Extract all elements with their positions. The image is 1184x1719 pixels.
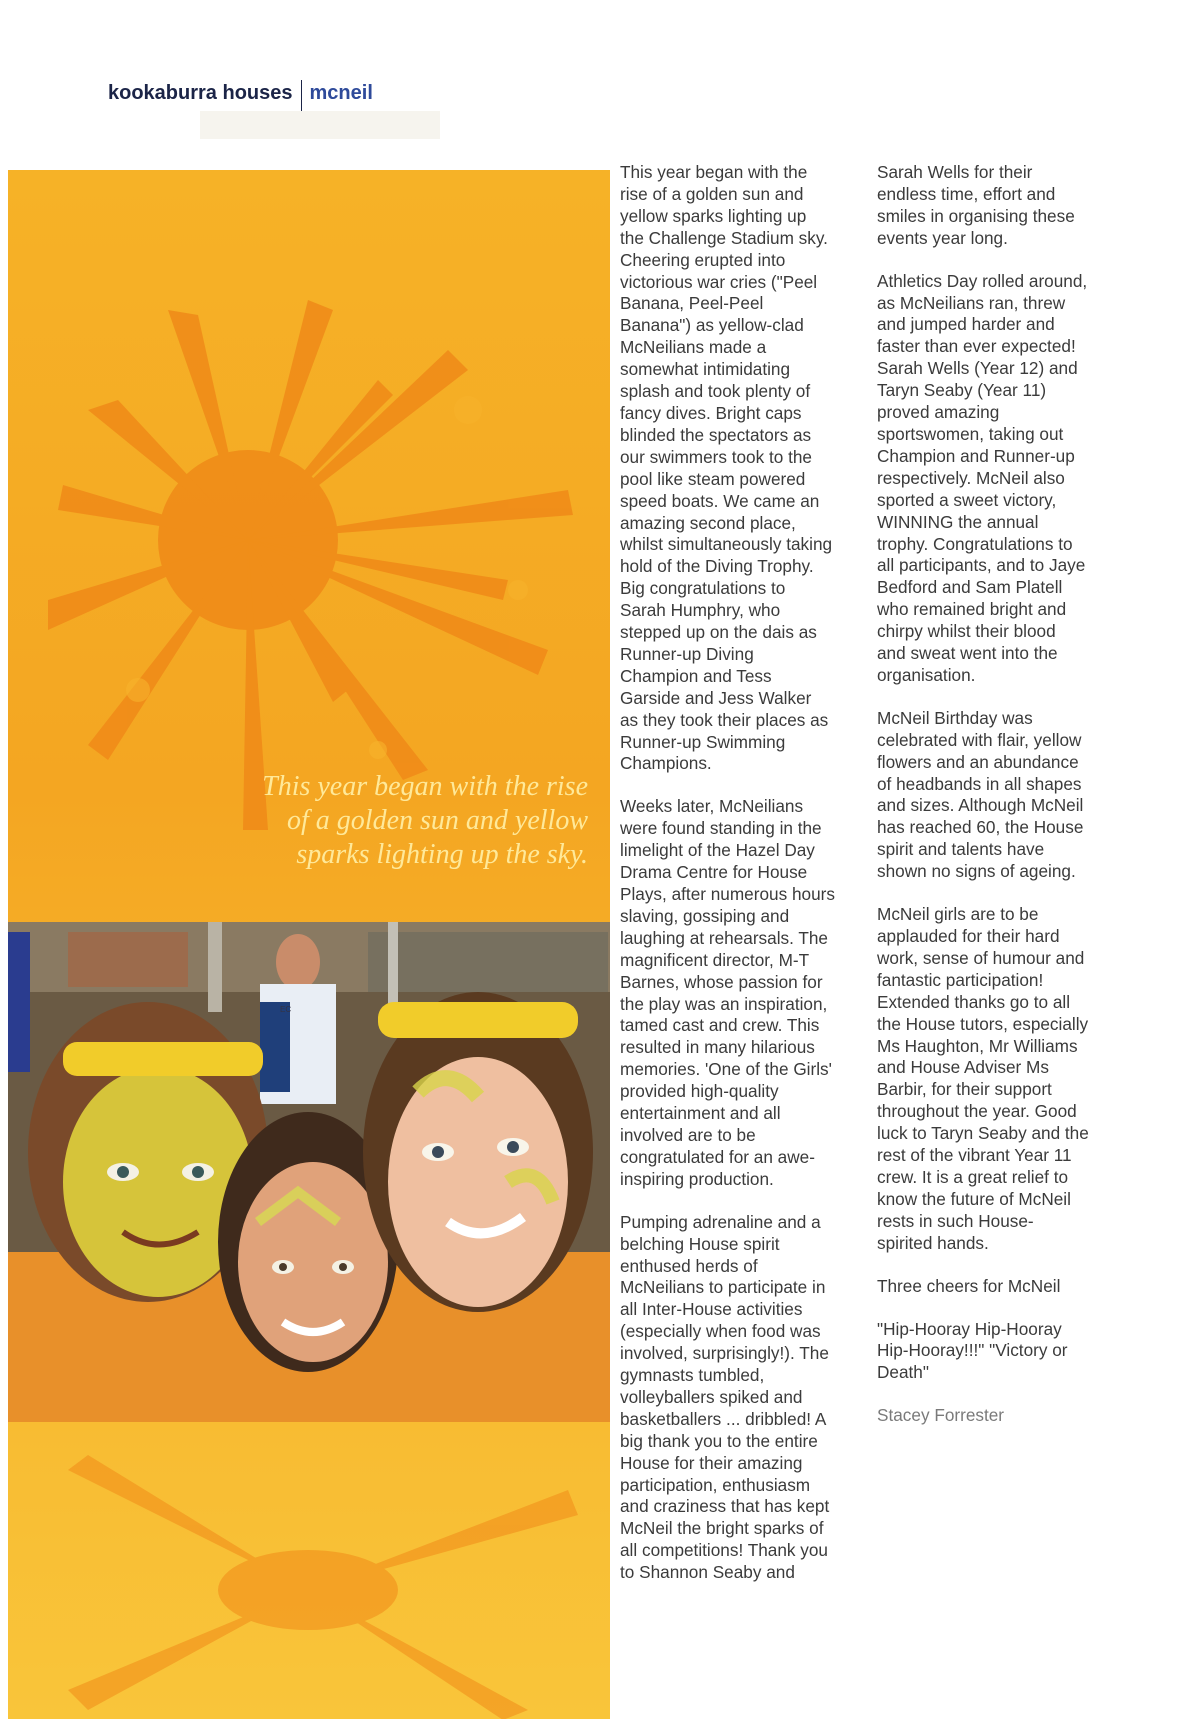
cheer-quote: "Hip-Hooray Hip-Hooray Hip-Hooray!!!" "Victory or Death" xyxy=(877,1318,1068,1383)
sunburst-graphic xyxy=(48,290,608,850)
students-photo xyxy=(8,922,610,1422)
article-column-2 xyxy=(877,162,1127,1448)
article-paragraph: McNeil girls are to be applauded for their hard work, sense of humour and fantastic participation! Extended thanks go to all the House tutors, especially Ms Haughton, Mr Williams and House Adviser Ms Barbir, for their support throughout the year. Good luck to Taryn Seaby and the rest of the vibrant Year 11 crew. It is a great relief to know the future of McNeil rests in such House- spirited hands. xyxy=(877,904,1089,1253)
article-paragraph: Three cheers for McNeil xyxy=(877,1275,1061,1296)
face-paint-photo-illustration xyxy=(8,922,610,1422)
pull-quote: This year began with the rise of a golden sun and yellow sparks lighting up the sky. xyxy=(262,771,588,870)
author-signature: Stacey Forrester xyxy=(877,1405,1005,1426)
article-paragraph: This year began with the rise of a golden sun and yellow sparks lighting up the Challenge Stadium sky. Cheering erupted into victorious war cries ("Peel Banana, Peel-Peel Banana") as yellow-clad McNeilians made a somewhat intimidating splash and took plenty of fancy dives. Bright caps blinded the spectators as our swimmers took to the pool like steam powered speed boats. We came an amazing second place, whilst simultaneously taking hold of the Diving Trophy. Big congratulations to Sarah Humphry, who stepped up on the dais as Runner-up Diving Champion and Tess Garside and Jess Walker as they took their places as Runner-up Swimming Champions. xyxy=(620,162,833,774)
ghost-watermark xyxy=(200,102,440,156)
article-paragraph: Weeks later, McNeilians were found standing in the limelight of the Hazel Day Drama Centre for House Plays, after numerous hours slaving, gossiping and laughing at rehearsals. The magnificent director, M-T Barnes, whose passion for the play was an inspiration, tamed cast and crew. This resulted in many hilarious memories. 'One of the Girls' provided high-quality entertainment and all involved are to be congratulated for an awe- inspiring production. xyxy=(620,796,835,1189)
house-label: mcneil xyxy=(309,82,373,104)
lower-splash-graphic xyxy=(8,1430,610,1719)
hero-image-panel xyxy=(8,170,610,1719)
article-paragraph: Athletics Day rolled around, as McNeilians ran, threw and jumped harder and faster than ever expected! Sarah Wells (Year 12) and Taryn Seaby (Year 11) proved amazing sportswomen, taking out Champion and Runner-up respectively. McNeil also sported a sweet victory, WINNING the annual trophy. Congratulations to all participants, and to Jaye Bedford and Sam Platell who remained bright and chirpy whilst their blood and sweat went into the organisation. xyxy=(877,270,1088,685)
article-column-1 xyxy=(620,162,865,1605)
section-label: kookaburra houses xyxy=(108,82,293,104)
article-paragraph: McNeil Birthday was celebrated with flair, yellow flowers and an abundance of headbands in all shapes and sizes. Although McNeil has reached 60, the House spirit and talents have shown no signs of ageing. xyxy=(877,707,1084,882)
article-paragraph: Sarah Wells for their endless time, effort and smiles in organising these events year long. xyxy=(877,162,1075,248)
article-paragraph: Pumping adrenaline and a belching House spirit enthused herds of McNeilians to participate in all Inter-House activities (especially when food was involved, surprisingly!). The gymnasts tumbled, volleyballers spiked and basketballers ... dribbled! A big thank you to the entire House for their amazing participation, enthusiasm and craziness that has kept McNeil the bright sparks of all competitions! Thank you to Shannon Seaby and xyxy=(620,1211,830,1583)
jacket-badge: EC xyxy=(280,1005,292,1014)
